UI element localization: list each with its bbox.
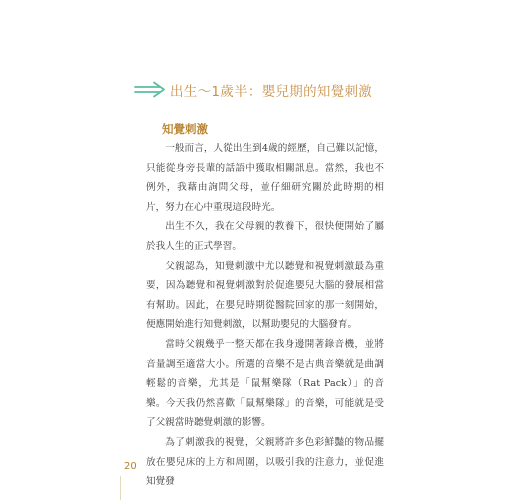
- chapter-title: 出生～1歲半：嬰兒期的知覺刺激: [170, 84, 373, 100]
- chapter-header: [134, 79, 372, 101]
- margin-divider: [120, 476, 121, 500]
- paragraph-3: 父親認為，知覺刺激中尤以聽覺和視覺刺激最為重要，因為聽覺和視覺刺激對於促進嬰兒大腦的發展相當有幫助。因此，在嬰兒時期從醫院回家的那一刻開始，便應開始進行知覺刺激，以幫助嬰兒的大腦發育。: [146, 260, 384, 331]
- paragraph-4: 當時父親幾乎一整天都在我身邊開著錄音機，並將音量調至適當大小。所選的音樂不是古典音樂就是曲調輕鬆的音樂，尤其是「鼠幫樂隊（Rat Pack）」的音樂。今天我仍然喜歡「鼠幫樂隊」的音樂，可能就是受了父親當時聽覺刺激的影響。: [146, 338, 384, 429]
- paragraph-5: 為了刺激我的視覺，父親將許多色彩鮮豔的物品擺放在嬰兒床的上方和周圍，以吸引我的注意力，並促進知覺發: [146, 436, 384, 488]
- paragraph-1: 一般而言，人從出生到4歲的經歷，自己難以記憶，只能從身旁長輩的話語中獲取相關訊息。當然，我也不例外，我藉由詢問父母，並仔細研究關於此時期的相片，努力在心中重現這段時光。: [146, 143, 384, 213]
- page-number: 20: [124, 461, 137, 472]
- right-arrow-icon: [134, 81, 166, 99]
- body-text: [146, 139, 384, 492]
- paragraph-2: 出生不久，我在父母親的教養下，很快便開始了屬於我人生的正式學習。: [146, 221, 384, 252]
- section-heading: 知覺刺激: [162, 122, 208, 136]
